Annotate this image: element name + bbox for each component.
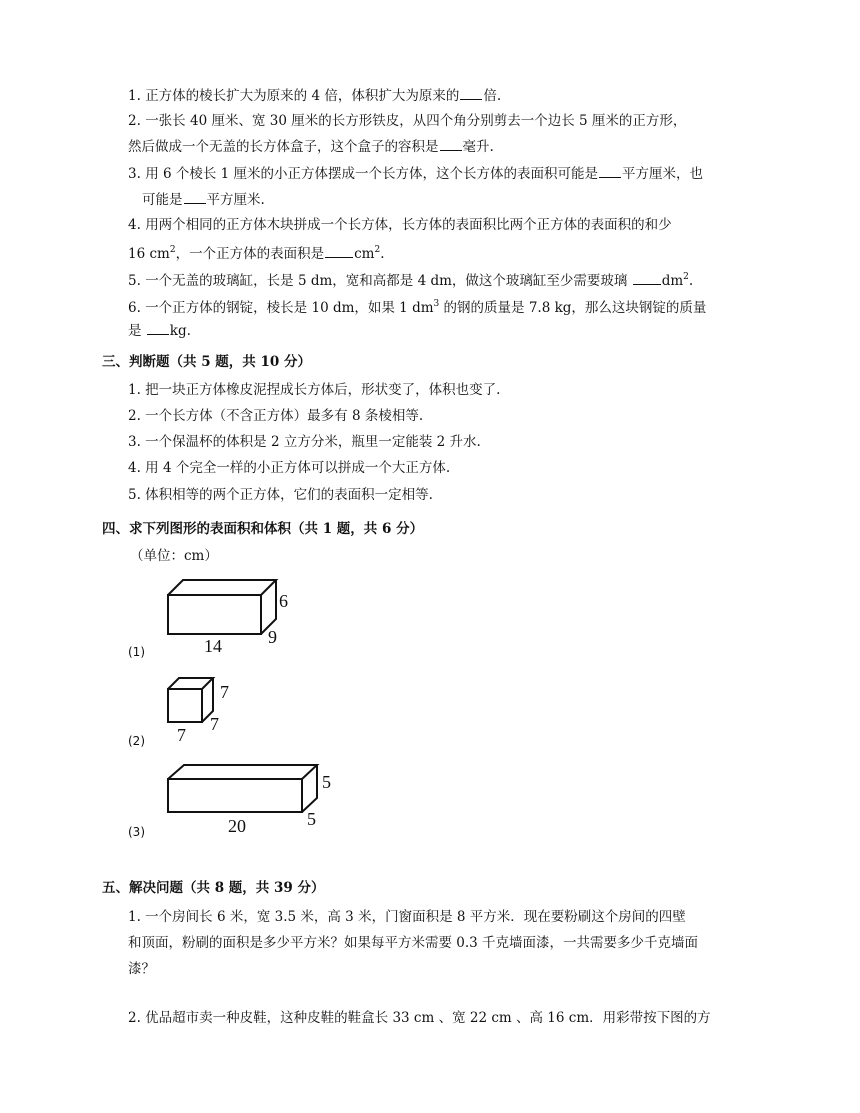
solve-q1-line3: 漆？ <box>128 961 155 977</box>
fill-q3-line2 <box>142 189 265 210</box>
answer-blank[interactable] <box>633 270 661 285</box>
question-number: 1. <box>128 88 141 104</box>
solve-q2-line1: 2. 优品超市卖一种皮鞋，这种皮鞋的鞋盒长 33 cm 、宽 22 cm 、高 16 cm．用彩带按下图的方 <box>128 1010 711 1026</box>
dim-length: 7 <box>177 725 186 745</box>
answer-blank[interactable] <box>184 189 206 204</box>
dim-width: 7 <box>210 714 219 734</box>
solve-q1-line1: 1. 一个房间长 6 米，宽 3.5 米，高 3 米，门窗面积是 8 平方米．现在要粉刷这个房间的四壁 <box>128 909 686 925</box>
cuboid-figure-2 <box>160 675 250 745</box>
cuboid-top-face <box>168 678 213 689</box>
question-text: 是 <box>128 323 146 339</box>
answer-blank[interactable] <box>325 243 353 258</box>
cuboid-figure-1 <box>160 575 320 660</box>
question-text: kg. <box>169 323 191 339</box>
question-text: 然后做成一个无盖的长方体盒子，这个盒子的容积是 <box>128 139 439 155</box>
question-number: 3. <box>128 166 141 182</box>
question-text: 毫升. <box>462 139 494 155</box>
figure-label: (3) <box>128 825 145 839</box>
judge-item: 1. 把一块正方体橡皮泥捏成长方体后，形状变了，体积也变了. <box>128 382 501 398</box>
superscript: 2 <box>374 245 381 255</box>
judge-item: 5. 体积相等的两个正方体，它们的表面积一定相等. <box>128 487 433 503</box>
question-text: 16 cm <box>128 246 170 262</box>
fill-q6-line1 <box>128 294 706 318</box>
fill-q4-line2 <box>128 240 384 264</box>
dim-width: 5 <box>307 809 316 829</box>
fill-q2-line2 <box>128 136 494 157</box>
superscript: 3 <box>433 299 440 309</box>
question-text: 一个无盖的玻璃缸，长是 5 dm，宽和高都是 4 dm，做这个玻璃缸至少需要玻璃 <box>145 273 632 289</box>
question-number: 4. <box>128 217 141 233</box>
judge-item: 4. 用 4 个完全一样的小正方体可以拼成一个大正方体. <box>128 460 451 476</box>
question-text: 用两个相同的正方体木块拼成一个长方体，长方体的表面积比两个正方体的表面积的和少 <box>145 217 672 233</box>
fill-q6-line2 <box>128 320 191 341</box>
question-text: 平方厘米. <box>206 192 265 208</box>
answer-blank[interactable] <box>147 320 169 335</box>
question-text: ，一个正方体的表面积是 <box>175 246 325 262</box>
question-number: 6. <box>128 300 141 316</box>
fill-q4-line1 <box>128 215 672 235</box>
question-text: 可能是 <box>142 192 183 208</box>
cuboid-top-face <box>168 580 276 595</box>
fill-q3-line1 <box>128 163 703 184</box>
unit-note: （单位：cm） <box>130 548 218 564</box>
section-heading-judge: 三、判断题（共 5 题，共 10 分） <box>102 354 311 370</box>
question-text: 的钢的质量是 7.8 kg，那么这块钢锭的质量 <box>439 300 707 316</box>
dim-length: 20 <box>228 816 246 836</box>
dim-height: 6 <box>279 591 288 611</box>
dim-height: 7 <box>220 682 229 702</box>
unit-text: cm <box>354 246 375 262</box>
cuboid-front-face <box>168 779 302 812</box>
cuboid-top-face <box>168 765 317 779</box>
answer-blank[interactable] <box>440 136 462 151</box>
cuboid-front-face <box>168 595 261 634</box>
question-text: 平方厘米，也 <box>622 166 704 182</box>
question-number: 2. <box>128 113 141 129</box>
cuboid-figure-3 <box>160 762 345 837</box>
question-text: 用 6 个棱长 1 厘米的小正方体摆成一个长方体，这个长方体的表面积可能是 <box>145 166 599 182</box>
question-text: 正方体的棱长扩大为原来的 4 倍，体积扩大为原来的 <box>145 88 460 104</box>
section-heading-solve: 五、解决问题（共 8 题，共 39 分） <box>102 880 325 896</box>
figure-label: (1) <box>128 645 145 659</box>
unit-text: dm <box>661 273 684 289</box>
dim-width: 9 <box>268 627 277 647</box>
judge-item: 3. 一个保温杯的体积是 2 立方分米，瓶里一定能装 2 升水. <box>128 434 481 450</box>
section-heading-figures: 四、求下列图形的表面积和体积（共 1 题，共 6 分） <box>102 521 424 537</box>
fill-q5 <box>128 267 693 291</box>
judge-item: 2. 一个长方体（不含正方体）最多有 8 条棱相等. <box>128 408 424 424</box>
question-text: 倍. <box>483 88 502 104</box>
dim-height: 5 <box>322 772 331 792</box>
superscript: 2 <box>683 272 689 282</box>
cuboid-front-face <box>168 689 202 722</box>
fill-q2-line1 <box>128 111 686 131</box>
question-text: . <box>688 273 694 289</box>
question-text: 一个正方体的钢锭，棱长是 10 dm，如果 1 dm <box>145 300 434 316</box>
fill-q1 <box>128 85 501 106</box>
figure-label: (2) <box>128 734 145 748</box>
question-text: 一张长 40 厘米、宽 30 厘米的长方形铁皮，从四个角分别剪去一个边长 5 厘米的正方形， <box>145 113 687 129</box>
solve-q1-line2: 和顶面，粉刷的面积是多少平方米？如果每平方米需要 0.3 千克墙面漆，一共需要多少千克墙面 <box>128 935 699 951</box>
answer-blank[interactable] <box>599 163 621 178</box>
superscript: 2 <box>169 245 176 255</box>
answer-blank[interactable] <box>460 85 482 100</box>
dim-length: 14 <box>204 636 222 656</box>
question-text: . <box>380 246 385 262</box>
question-number: 5. <box>128 273 141 289</box>
